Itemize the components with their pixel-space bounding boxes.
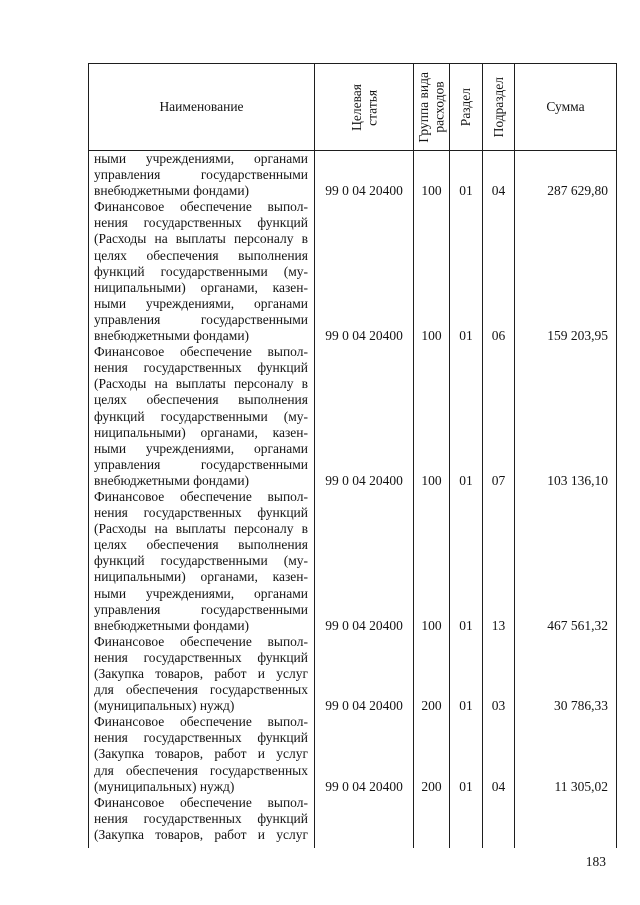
name-line: управления государственными bbox=[94, 167, 308, 183]
table-row bbox=[89, 795, 617, 848]
header-target-article-line: статья bbox=[364, 89, 379, 125]
header-expense-group-line: Группа вида bbox=[416, 71, 431, 143]
expense-group-cell: 100 bbox=[414, 151, 450, 200]
amount-cell: 159 203,95 bbox=[515, 199, 617, 344]
name-line: Финансовое обеспечение выпол- bbox=[94, 633, 308, 649]
name-cell bbox=[89, 199, 315, 344]
name-line: Финансовое обеспечение выпол- bbox=[94, 199, 308, 215]
header-subsection bbox=[483, 64, 515, 151]
name-cell bbox=[89, 795, 315, 848]
header-target-article-label bbox=[349, 84, 380, 131]
amount-cell: 30 786,33 bbox=[515, 634, 617, 714]
header-target-article-box bbox=[315, 64, 413, 150]
target-article-cell: 99 0 04 20400 bbox=[315, 489, 414, 634]
name-line: нения государственных функций bbox=[94, 505, 308, 521]
header-name-label: Наименование bbox=[159, 99, 244, 114]
header-section-label bbox=[458, 88, 474, 126]
name-cell bbox=[89, 151, 315, 200]
name-line: нения государственных функций bbox=[94, 730, 308, 746]
name-line: (Расходы на выплаты персоналу в bbox=[94, 231, 308, 247]
name-line: (муниципальных) нужд) bbox=[94, 778, 235, 794]
expense-group-cell: 100 bbox=[414, 489, 450, 634]
header-expense-group-line: расходов bbox=[431, 81, 447, 133]
name-line: функций государственными (му- bbox=[94, 408, 308, 424]
name-line: функций государственными (му- bbox=[94, 263, 308, 279]
expense-group-cell bbox=[414, 795, 450, 848]
section-cell: 01 bbox=[450, 151, 483, 200]
name-line: нения государственных функций bbox=[94, 810, 308, 826]
table-row bbox=[89, 199, 617, 344]
name-line: (муниципальных) нужд) bbox=[94, 698, 235, 714]
table-body bbox=[89, 151, 617, 849]
name-line: целях обеспечения выполнения bbox=[94, 392, 308, 408]
header-target-article-line: Целевая bbox=[348, 83, 364, 131]
name-line: нения государственных функций bbox=[94, 215, 308, 231]
target-article-cell: 99 0 04 20400 bbox=[315, 634, 414, 714]
section-cell bbox=[450, 795, 483, 848]
header-section bbox=[450, 64, 483, 151]
amount-cell: 103 136,10 bbox=[515, 344, 617, 489]
header-subsection-line: Подраздел bbox=[490, 76, 506, 138]
name-line: ными учреждениями, органами bbox=[94, 151, 308, 166]
amount-cell bbox=[515, 795, 617, 848]
name-line: (Закупка товаров, работ и услуг bbox=[94, 746, 308, 762]
name-line: управления государственными bbox=[94, 311, 308, 327]
amount-cell: 287 629,80 bbox=[515, 151, 617, 200]
name-line: Финансовое обеспечение выпол- bbox=[94, 488, 308, 504]
section-cell: 01 bbox=[450, 344, 483, 489]
table-row bbox=[89, 489, 617, 634]
subsection-cell: 04 bbox=[483, 714, 515, 794]
name-line: внебюджетными фондами) bbox=[94, 617, 250, 633]
target-article-cell: 99 0 04 20400 bbox=[315, 151, 414, 200]
budget-table bbox=[88, 63, 617, 848]
table-header bbox=[89, 64, 617, 151]
header-subsection-box bbox=[483, 64, 514, 150]
target-article-cell: 99 0 04 20400 bbox=[315, 344, 414, 489]
expense-group-cell: 100 bbox=[414, 199, 450, 344]
name-line: (Расходы на выплаты персоналу в bbox=[94, 376, 308, 392]
header-section-line: Раздел bbox=[458, 87, 474, 127]
header-amount-label: Сумма bbox=[546, 99, 585, 114]
header-amount bbox=[515, 64, 617, 151]
header-expense-group-label bbox=[416, 72, 447, 143]
name-line: управления государственными bbox=[94, 456, 308, 472]
section-cell: 01 bbox=[450, 199, 483, 344]
table-row bbox=[89, 714, 617, 794]
name-line: (Закупка товаров, работ и услуг bbox=[94, 666, 308, 681]
expense-group-cell: 100 bbox=[414, 344, 450, 489]
subsection-cell: 13 bbox=[483, 489, 515, 634]
subsection-cell: 07 bbox=[483, 344, 515, 489]
name-line: (Расходы на выплаты персоналу в bbox=[94, 521, 308, 537]
name-line: Финансовое обеспечение выпол- bbox=[94, 344, 308, 360]
header-expense-group bbox=[414, 64, 450, 151]
header-row bbox=[89, 64, 617, 151]
header-name bbox=[89, 64, 315, 151]
header-subsection-label bbox=[491, 77, 507, 137]
name-line: целях обеспечения выполнения bbox=[94, 537, 308, 553]
name-line: ниципальными) органами, казен- bbox=[94, 569, 308, 585]
name-line: для обеспечения государственных bbox=[94, 762, 308, 778]
header-expense-group-box bbox=[414, 64, 449, 150]
name-line: нения государственных функций bbox=[94, 360, 308, 376]
name-line: (Закупка товаров, работ и услуг bbox=[94, 826, 308, 842]
name-line: ными учреждениями, органами bbox=[94, 585, 308, 601]
name-line: ниципальными) органами, казен- bbox=[94, 279, 308, 295]
name-line: Финансовое обеспечение выпол- bbox=[94, 714, 308, 730]
page-number: 183 bbox=[585, 854, 606, 869]
table-row bbox=[89, 151, 617, 200]
header-name-box bbox=[89, 64, 314, 150]
subsection-cell: 06 bbox=[483, 199, 515, 344]
name-cell bbox=[89, 634, 315, 714]
subsection-cell: 03 bbox=[483, 634, 515, 714]
name-line: управления государственными bbox=[94, 601, 308, 617]
section-cell: 01 bbox=[450, 634, 483, 714]
name-line: нения государственных функций bbox=[94, 649, 308, 665]
table-row bbox=[89, 634, 617, 714]
budget-table-sheet bbox=[88, 63, 610, 848]
subsection-cell: 04 bbox=[483, 151, 515, 200]
name-line: внебюджетными фондами) bbox=[94, 472, 250, 488]
header-target-article bbox=[315, 64, 414, 151]
name-line: Финансовое обеспечение выпол- bbox=[94, 794, 308, 810]
expense-group-cell: 200 bbox=[414, 714, 450, 794]
name-cell bbox=[89, 344, 315, 489]
name-cell bbox=[89, 714, 315, 794]
section-cell: 01 bbox=[450, 714, 483, 794]
name-line: целях обеспечения выполнения bbox=[94, 247, 308, 263]
target-article-cell bbox=[315, 795, 414, 848]
name-line: внебюджетными фондами) bbox=[94, 328, 250, 344]
header-section-box bbox=[450, 64, 482, 150]
name-line: для обеспечения государственных bbox=[94, 682, 308, 698]
target-article-cell: 99 0 04 20400 bbox=[315, 199, 414, 344]
name-cell bbox=[89, 489, 315, 634]
name-line: ными учреждениями, органами bbox=[94, 440, 308, 456]
subsection-cell bbox=[483, 795, 515, 848]
amount-cell: 467 561,32 bbox=[515, 489, 617, 634]
name-line: ниципальными) органами, казен- bbox=[94, 424, 308, 440]
header-amount-box bbox=[515, 64, 616, 150]
expense-group-cell: 200 bbox=[414, 634, 450, 714]
table-row bbox=[89, 344, 617, 489]
name-line: ными учреждениями, органами bbox=[94, 295, 308, 311]
name-line: функций государственными (му- bbox=[94, 553, 308, 569]
section-cell: 01 bbox=[450, 489, 483, 634]
target-article-cell: 99 0 04 20400 bbox=[315, 714, 414, 794]
amount-cell: 11 305,02 bbox=[515, 714, 617, 794]
name-line: внебюджетными фондами) bbox=[94, 183, 250, 199]
